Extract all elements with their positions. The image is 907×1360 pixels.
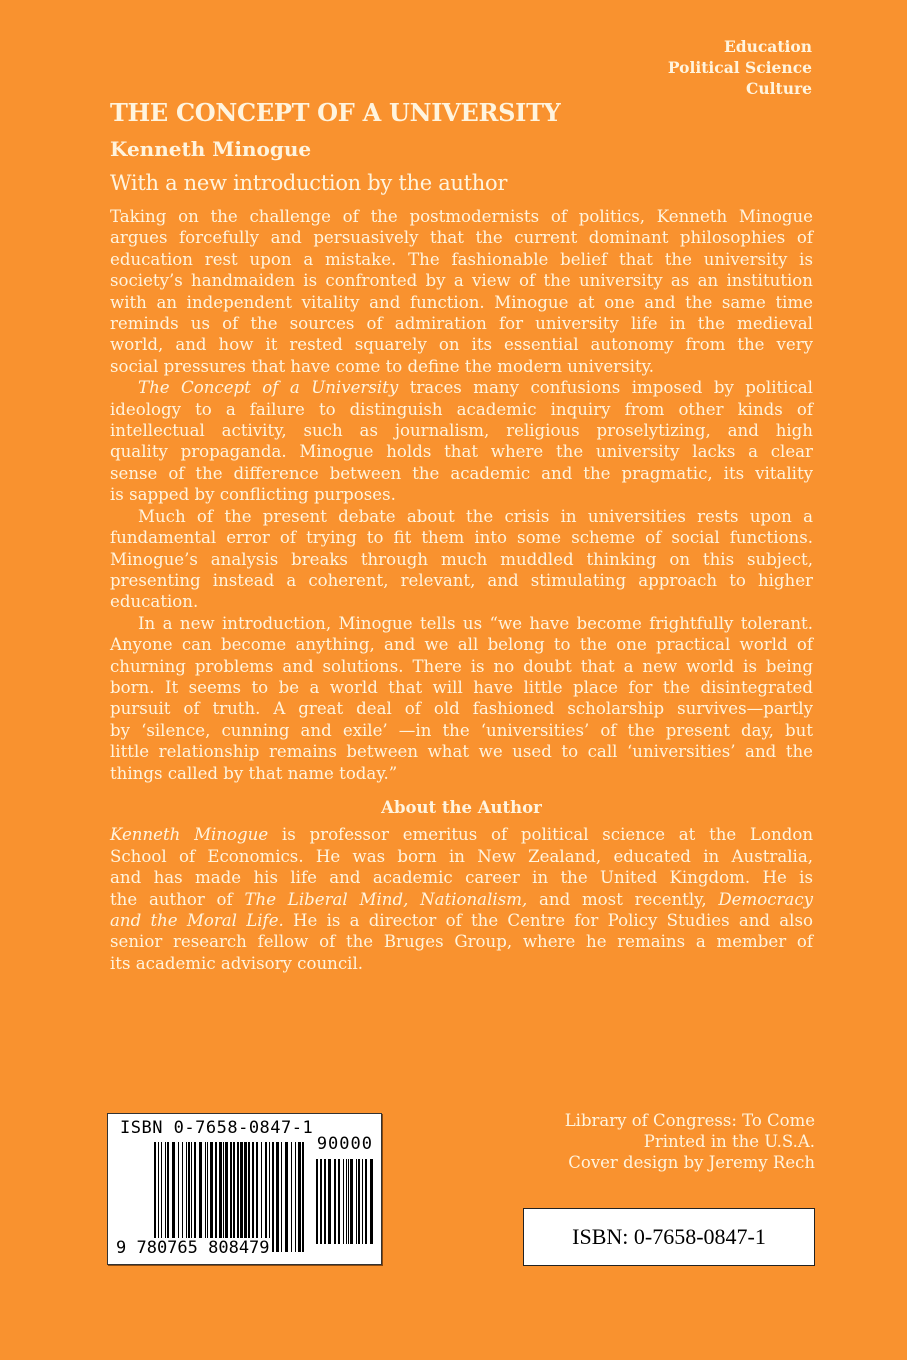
- barcode-bar: [316, 1159, 318, 1244]
- publication-line: Printed in the U.S.A.: [643, 1132, 815, 1151]
- barcode-bar: [244, 1142, 247, 1252]
- barcode-bar: [350, 1159, 353, 1244]
- about-author-text: [110, 824, 813, 974]
- barcode-addon-number: 90000: [316, 1134, 373, 1154]
- text-line: education.: [110, 592, 199, 612]
- publication-line: Library of Congress: To Come: [564, 1111, 815, 1130]
- text-line: Much of the present debate about the crisis in universities rests upon a: [138, 506, 813, 526]
- italic-text: and the Moral Life.: [110, 911, 284, 930]
- text-segment: traces many confusions imposed by political: [398, 378, 813, 398]
- text-line: pursuit of truth. A great deal of old fashioned scholarship survives—partly: [110, 699, 813, 719]
- barcode-bar: [285, 1142, 288, 1252]
- barcode-bar: [362, 1159, 363, 1244]
- barcode-bar: [348, 1159, 349, 1244]
- barcode-bar: [210, 1142, 213, 1252]
- text-line: School of Economics. He was born in New Zealand, educated in Australia,: [110, 846, 813, 866]
- text-line: argues forcefully and persuasively that the current dominant philosophies of: [110, 228, 813, 248]
- italic-text: The Concept of a University: [138, 378, 399, 398]
- text-line: with an independent vitality and function. Minogue at one and the same time: [110, 292, 813, 312]
- publication-line: Cover design by Jeremy Rech: [568, 1153, 815, 1172]
- barcode-bar: [281, 1142, 282, 1252]
- text-line: Taking on the challenge of the postmodernists of politics, Kenneth Minogue: [110, 207, 813, 226]
- about-author-heading: About the Author: [381, 797, 542, 817]
- text-line: In a new introduction, Minogue tells us “we have become frightfully tolerant.: [138, 613, 813, 633]
- barcode-bar: [256, 1142, 258, 1252]
- barcode-bar: [252, 1142, 254, 1252]
- text-segment: He is a director of the Centre for Policy Studies and also: [283, 911, 813, 930]
- barcode-bar: [188, 1142, 190, 1252]
- text-line: by ‘silence, cunning and exile’ —in the ‘universities’ of the present day, but: [110, 720, 813, 740]
- text-line: education rest upon a mistake. The fashionable belief that the university is: [110, 249, 813, 269]
- barcode-addon-bars: [316, 1159, 374, 1244]
- isbn-barcode: [107, 1113, 382, 1265]
- barcode-bar: [165, 1142, 166, 1252]
- barcode-bar: [338, 1159, 340, 1244]
- text-line: sense of the difference between the academic and the pragmatic, its vitality: [110, 463, 813, 483]
- text-line: senior research fellow of the Bruges Group, where he remains a member of: [110, 932, 813, 952]
- barcode-bar: [154, 1142, 156, 1252]
- barcode-bar: [334, 1159, 336, 1244]
- barcode-bar: [295, 1142, 296, 1252]
- category-label: Political Science: [667, 58, 812, 77]
- text-segment: is professor emeritus of political science at the London: [268, 825, 814, 845]
- barcode-bar: [269, 1142, 270, 1252]
- barcode-bar: [265, 1142, 267, 1252]
- barcode-bar: [158, 1142, 159, 1252]
- text-line: things called by that name today.”: [110, 763, 398, 783]
- barcode-bar: [248, 1142, 250, 1252]
- text-segment: the author of: [110, 889, 245, 909]
- text-line: churning problems and solutions. There is no doubt that a new world is being: [110, 656, 813, 676]
- text-line: [110, 377, 813, 398]
- category-list: [668, 36, 812, 99]
- text-line: reminds us of the sources of admiration for university life in the medieval: [110, 314, 813, 334]
- blurb-paragraph: [110, 506, 813, 613]
- barcode-bar: [272, 1142, 274, 1252]
- barcode-bar: [324, 1159, 326, 1244]
- barcode-bar: [199, 1142, 202, 1252]
- barcode-bar: [237, 1142, 239, 1252]
- barcode-bar: [233, 1142, 235, 1252]
- blurb-paragraph: [110, 377, 813, 505]
- barcode-bar: [230, 1142, 232, 1252]
- text-line: intellectual activity, such as journalism, religious proselytizing, and high: [110, 421, 813, 441]
- book-author: Kenneth Minogue: [110, 137, 312, 161]
- text-line: and has made his life and academic career in the United Kingdom. He is: [110, 868, 813, 888]
- publication-info: [565, 1110, 815, 1173]
- barcode-bar: [182, 1142, 183, 1252]
- italic-text: Kenneth Minogue: [110, 825, 269, 845]
- barcode-bar: [365, 1159, 367, 1244]
- barcode-bar: [219, 1142, 222, 1252]
- barcode-bar: [343, 1159, 344, 1244]
- barcode-bar: [178, 1142, 179, 1252]
- barcode-bar: [370, 1159, 373, 1244]
- text-segment: and most recently,: [527, 889, 719, 909]
- text-line: [110, 824, 813, 845]
- book-subtitle: With a new introduction by the author: [110, 171, 508, 195]
- barcode-bar: [205, 1142, 206, 1252]
- barcode-bar: [240, 1142, 243, 1252]
- barcode-bar: [302, 1142, 304, 1252]
- text-line: little relationship remains between what we used to call ‘universities’ and the: [110, 742, 813, 762]
- isbn-box: ISBN: 0-7658-0847-1: [523, 1208, 815, 1266]
- barcode-bar: [194, 1142, 196, 1252]
- text-line: ideology to a failure to distinguish academic inquiry from other kinds of: [110, 399, 813, 419]
- text-line: is sapped by conflicting purposes.: [110, 485, 396, 505]
- barcode-bar: [358, 1159, 360, 1244]
- text-line: presenting instead a coherent, relevant, and stimulating approach to higher: [110, 570, 813, 590]
- barcode-bar: [328, 1159, 331, 1244]
- barcode-bar: [223, 1142, 224, 1252]
- text-line: its academic advisory council.: [110, 953, 364, 973]
- text-line: Minogue’s analysis breaks through much muddled thinking on this subject,: [110, 549, 813, 569]
- barcode-bar: [225, 1142, 228, 1252]
- barcode-bar: [291, 1142, 292, 1252]
- italic-text: The Liberal Mind, Nationalism,: [244, 889, 528, 909]
- barcode-bars: [154, 1142, 304, 1252]
- barcode-bar: [320, 1159, 322, 1244]
- barcode-bar: [161, 1142, 162, 1252]
- text-line: [110, 910, 813, 931]
- blurb-paragraphs: [110, 206, 813, 784]
- barcode-bar: [191, 1142, 192, 1252]
- text-line: Anyone can become anything, and we all belong to the one practical world of: [110, 635, 813, 655]
- blurb: [110, 206, 813, 974]
- barcode-bar: [356, 1159, 357, 1244]
- barcode-bar: [167, 1142, 169, 1252]
- barcode-bar: [172, 1142, 175, 1252]
- barcode-bar: [186, 1142, 187, 1252]
- barcode-bar: [215, 1142, 217, 1252]
- text-line: [110, 889, 813, 910]
- blurb-paragraph: [110, 206, 813, 377]
- italic-text: Democracy: [718, 889, 813, 909]
- text-line: social pressures that have come to define the modern university.: [110, 356, 655, 376]
- blurb-paragraph: [110, 613, 813, 784]
- barcode-bar: [261, 1142, 262, 1252]
- barcode-bar: [207, 1142, 208, 1252]
- text-line: society’s handmaiden is confronted by a view of the university as an institution: [110, 271, 813, 291]
- barcode-bar: [276, 1142, 279, 1252]
- barcode-bar: [298, 1142, 301, 1252]
- barcode-ean-number: 9 780765 808479: [116, 1238, 270, 1258]
- text-line: quality propaganda. Minogue holds that where the university lacks a clear: [110, 442, 813, 462]
- book-title: THE CONCEPT OF A UNIVERSITY: [110, 98, 561, 127]
- barcode-bar: [346, 1159, 347, 1244]
- category-label: Culture: [746, 79, 812, 98]
- text-line: world, and how it rested squarely on its essential autonomy from the very: [110, 335, 813, 355]
- category-label: Education: [723, 37, 812, 56]
- text-line: born. It seems to be a world that will have little place for the disintegrated: [110, 677, 813, 697]
- text-line: fundamental error of trying to fit them into some scheme of social functions.: [110, 528, 813, 548]
- barcode-isbn-label: ISBN 0-7658-0847-1: [120, 1118, 314, 1138]
